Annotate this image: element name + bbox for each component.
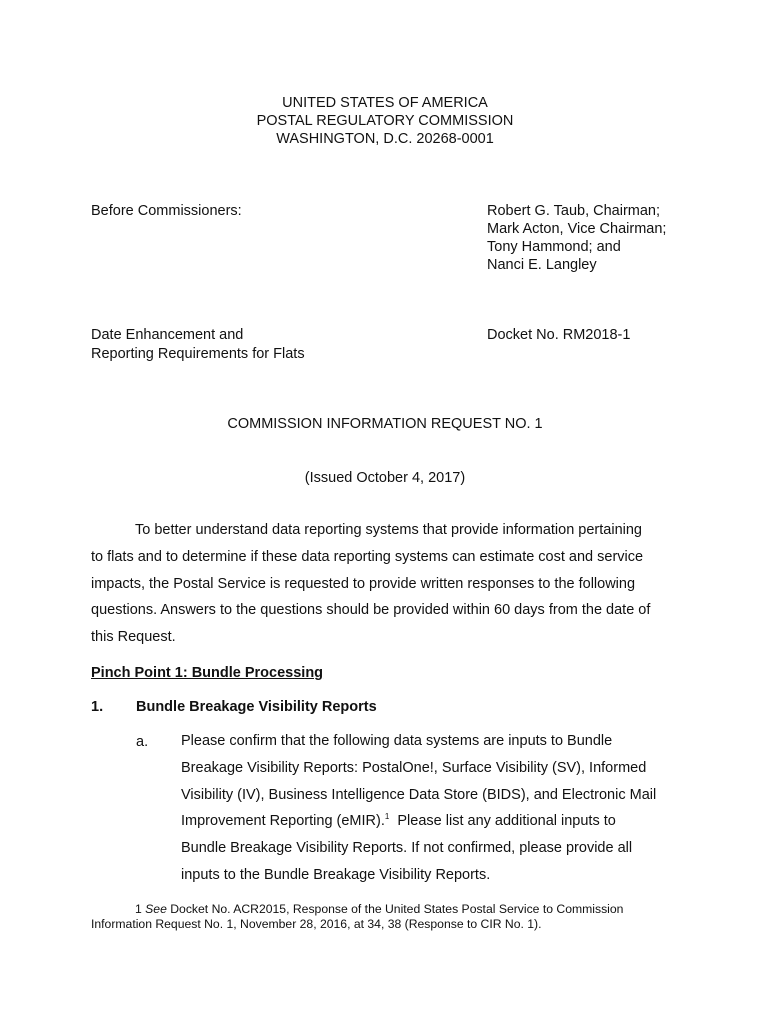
- subitem-line: Bundle Breakage Visibility Reports. If not confirmed, please provide all: [181, 840, 633, 857]
- commissioner-name: Robert G. Taub, Chairman;: [487, 203, 661, 219]
- intro-line: questions. Answers to the questions should be provided within 60 days from the date of: [91, 602, 651, 619]
- commissioner-name: Mark Acton, Vice Chairman;: [487, 221, 667, 237]
- subitem-line: inputs to the Bundle Breakage Visibility Reports.: [181, 866, 491, 883]
- footnote-line: Information Request No. 1, November 28, 2016, at 34, 38 (Response to CIR No. 1).: [91, 917, 542, 931]
- caption-title-line: Reporting Requirements for Flats: [91, 346, 305, 362]
- commissioner-name: Nanci E. Langley: [487, 257, 597, 273]
- footnote-line: 1 See Docket No. ACR2015, Response of the United States Postal Service to Commission: [135, 902, 624, 916]
- commissioner-name: Tony Hammond; and: [487, 239, 621, 255]
- commissioners-label: Before Commissioners:: [91, 203, 242, 219]
- subitem-line: Visibility (IV), Business Intelligence Data Store (BIDS), and Electronic Mail: [181, 786, 657, 803]
- footnote-signal: See: [145, 902, 167, 916]
- intro-line: to flats and to determine if these data reporting systems can estimate cost and service: [91, 548, 644, 565]
- header-country: UNITED STATES OF AMERICA: [282, 95, 488, 111]
- subitem-text: [181, 728, 701, 889]
- intro-line: impacts, the Postal Service is requested to provide written responses to the following: [91, 575, 636, 592]
- intro-paragraph: [91, 517, 691, 651]
- docket-number: Docket No. RM2018-1: [487, 327, 631, 343]
- footnote: [91, 902, 711, 932]
- subitem-letter: a.: [136, 734, 149, 750]
- item-title: Bundle Breakage Visibility Reports: [136, 699, 377, 715]
- item-number: 1.: [91, 699, 104, 715]
- subitem-line: Please confirm that the following data systems are inputs to Bundle: [181, 733, 613, 749]
- intro-line: this Request.: [91, 629, 176, 646]
- issued-date: (Issued October 4, 2017): [304, 470, 466, 486]
- caption-title-line: Date Enhancement and: [91, 327, 244, 343]
- document-title: COMMISSION INFORMATION REQUEST NO. 1: [227, 416, 543, 432]
- subitem-line: Breakage Visibility Reports: PostalOne!, Surface Visibility (SV), Informed: [181, 759, 647, 776]
- subitem-line: Improvement Reporting (eMIR).$^1$ Please list any additional inputs to: [181, 812, 616, 830]
- header-address: WASHINGTON, D.C. 20268-0001: [276, 131, 494, 147]
- footnote-reference[interactable]: 1: [384, 812, 390, 822]
- section-heading: Pinch Point 1: Bundle Processing: [91, 665, 324, 681]
- header-agency: POSTAL REGULATORY COMMISSION: [256, 113, 514, 129]
- footnote-number: 1: [135, 902, 142, 916]
- intro-line: To better understand data reporting systems that provide information pertaining: [135, 522, 642, 538]
